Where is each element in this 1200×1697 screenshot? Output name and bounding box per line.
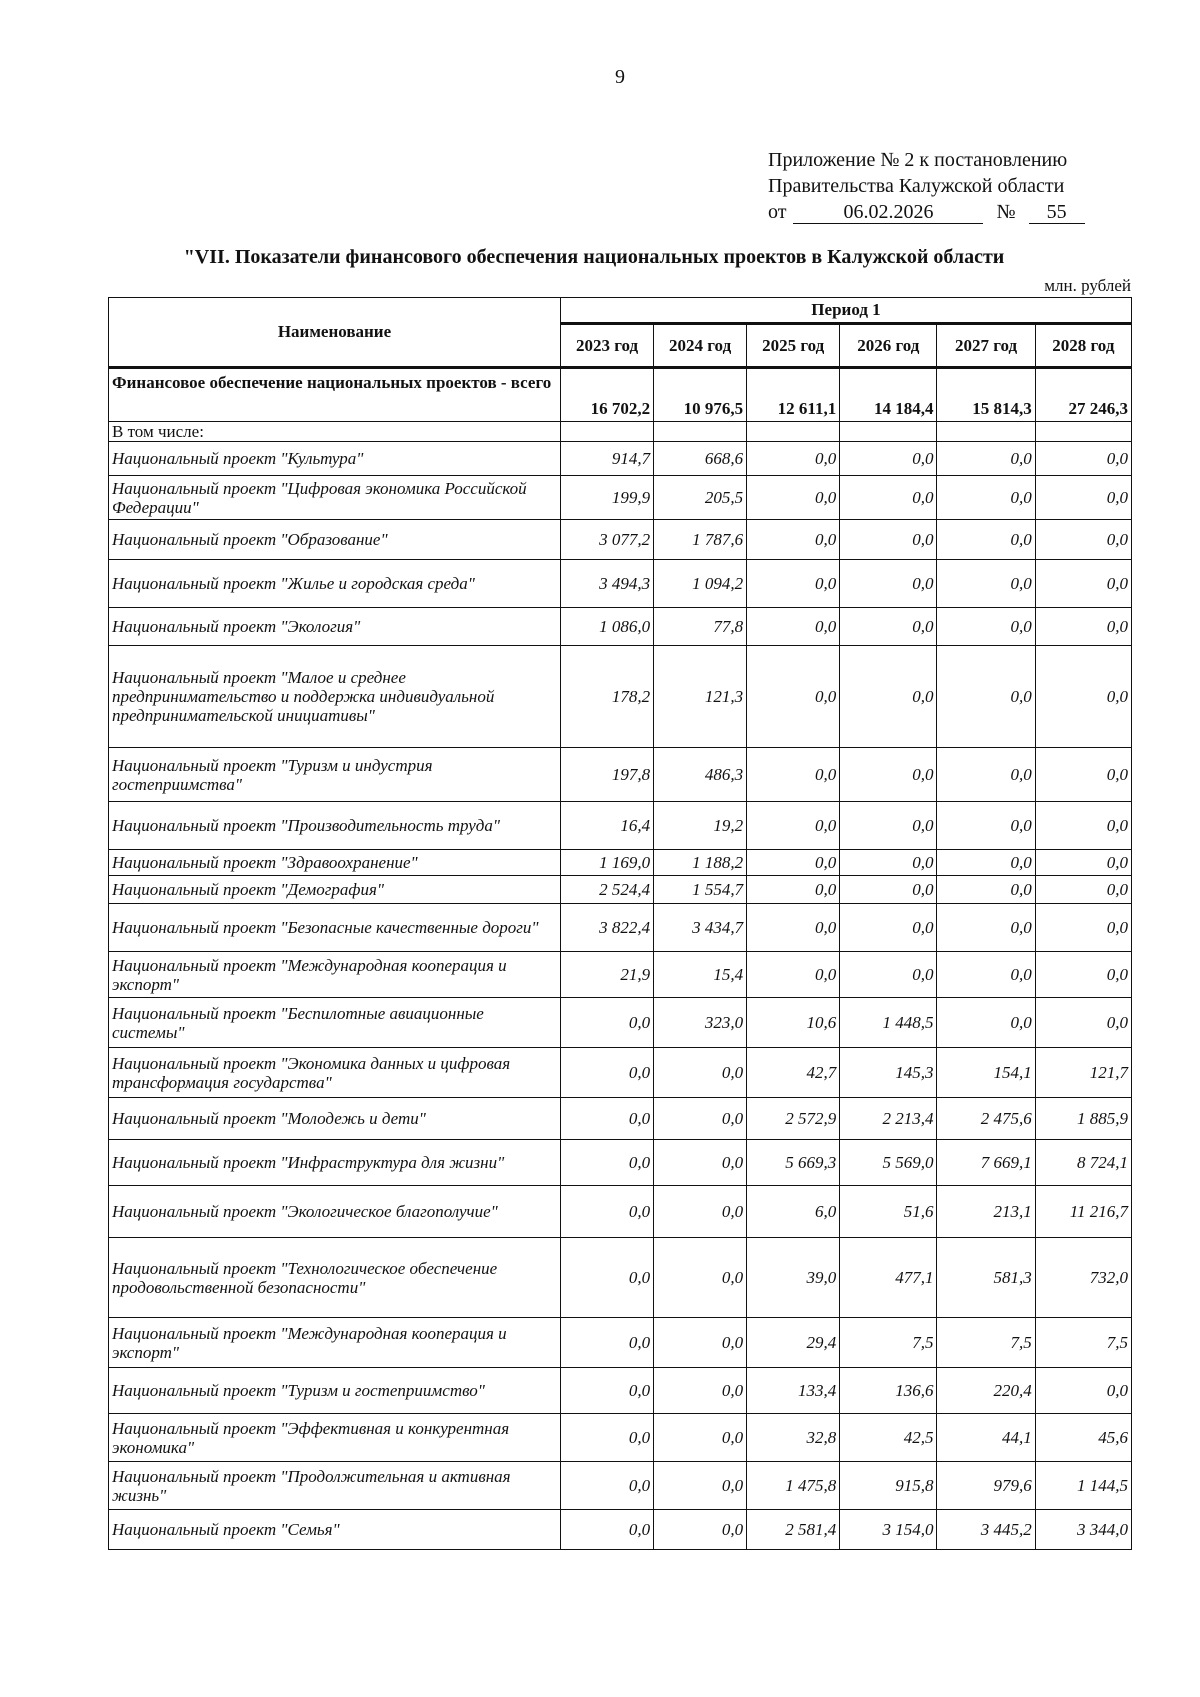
project-value: 0,0 [747, 876, 840, 904]
project-name: Национальный проект "Жилье и городская среда" [109, 560, 561, 608]
project-value: 0,0 [747, 748, 840, 802]
project-value: 0,0 [654, 1510, 747, 1550]
project-value: 199,9 [560, 476, 653, 520]
project-value: 0,0 [747, 476, 840, 520]
project-value: 178,2 [560, 646, 653, 748]
project-value: 0,0 [937, 646, 1035, 748]
project-value: 0,0 [747, 608, 840, 646]
project-value: 0,0 [937, 802, 1035, 850]
resolution-number: 55 [1029, 201, 1085, 224]
project-value: 42,5 [840, 1414, 937, 1462]
project-value: 0,0 [840, 904, 937, 952]
project-value: 0,0 [1035, 608, 1131, 646]
project-value: 0,0 [937, 442, 1035, 476]
project-name: Национальный проект "Продолжительная и активная жизнь" [109, 1462, 561, 1510]
project-name: Национальный проект "Технологическое обеспечение продовольственной безопасности" [109, 1238, 561, 1318]
project-value: 19,2 [654, 802, 747, 850]
total-value: 15 814,3 [937, 368, 1035, 422]
project-row [109, 876, 1132, 904]
project-row [109, 608, 1132, 646]
project-value: 133,4 [747, 1368, 840, 1414]
project-name: Национальный проект "Цифровая экономика Российской Федерации" [109, 476, 561, 520]
project-value: 0,0 [937, 876, 1035, 904]
project-value: 0,0 [654, 1140, 747, 1186]
project-value: 0,0 [840, 876, 937, 904]
project-value: 0,0 [1035, 850, 1131, 876]
project-value: 0,0 [937, 560, 1035, 608]
project-value: 0,0 [840, 646, 937, 748]
project-value: 0,0 [654, 1186, 747, 1238]
project-value: 323,0 [654, 998, 747, 1048]
project-value: 0,0 [840, 560, 937, 608]
empty-cell [1035, 422, 1131, 442]
project-name: Национальный проект "Беспилотные авиационные системы" [109, 998, 561, 1048]
total-value: 16 702,2 [560, 368, 653, 422]
project-value: 16,4 [560, 802, 653, 850]
year-header: 2025 год [747, 324, 840, 368]
resolution-date: 06.02.2026 [793, 201, 983, 224]
year-header: 2024 год [654, 324, 747, 368]
project-value: 0,0 [654, 1238, 747, 1318]
project-value: 581,3 [937, 1238, 1035, 1318]
project-value: 0,0 [560, 1140, 653, 1186]
project-value: 0,0 [840, 952, 937, 998]
project-row [109, 850, 1132, 876]
project-value: 0,0 [747, 904, 840, 952]
project-value: 0,0 [1035, 1368, 1131, 1414]
project-value: 0,0 [747, 520, 840, 560]
project-name: Национальный проект "Здравоохранение" [109, 850, 561, 876]
project-value: 0,0 [654, 1462, 747, 1510]
appendix-date-line [768, 199, 1085, 225]
project-value: 0,0 [937, 904, 1035, 952]
total-value: 12 611,1 [747, 368, 840, 422]
project-name: Национальный проект "Туризм и индустрия гостеприимства" [109, 748, 561, 802]
financing-table [108, 297, 1132, 1550]
project-name: Национальный проект "Эффективная и конкурентная экономика" [109, 1414, 561, 1462]
appendix-line-1: Приложение № 2 к постановлению [768, 149, 1068, 171]
project-value: 3 077,2 [560, 520, 653, 560]
project-name: Национальный проект "Международная кооперация и экспорт" [109, 1318, 561, 1368]
project-value: 0,0 [747, 442, 840, 476]
project-value: 51,6 [840, 1186, 937, 1238]
project-value: 0,0 [747, 802, 840, 850]
project-value: 0,0 [1035, 476, 1131, 520]
project-value: 0,0 [560, 1048, 653, 1098]
project-value: 7,5 [840, 1318, 937, 1368]
project-row [109, 904, 1132, 952]
project-value: 0,0 [560, 1318, 653, 1368]
empty-cell [747, 422, 840, 442]
project-value: 1 448,5 [840, 998, 937, 1048]
project-value: 732,0 [1035, 1238, 1131, 1318]
project-value: 914,7 [560, 442, 653, 476]
project-value: 145,3 [840, 1048, 937, 1098]
project-value: 1 188,2 [654, 850, 747, 876]
year-header: 2023 год [560, 324, 653, 368]
project-value: 205,5 [654, 476, 747, 520]
project-value: 0,0 [937, 748, 1035, 802]
name-column-header: Наименование [109, 298, 561, 368]
project-value: 668,6 [654, 442, 747, 476]
project-row [109, 1368, 1132, 1414]
project-value: 1 144,5 [1035, 1462, 1131, 1510]
project-value: 0,0 [1035, 748, 1131, 802]
appendix-line-2: Правительства Калужской области [768, 175, 1065, 197]
project-name: Национальный проект "Туризм и гостеприимство" [109, 1368, 561, 1414]
project-value: 0,0 [937, 850, 1035, 876]
project-value: 0,0 [654, 1098, 747, 1140]
project-value: 3 822,4 [560, 904, 653, 952]
project-value: 0,0 [937, 608, 1035, 646]
project-row [109, 1318, 1132, 1368]
project-row [109, 1186, 1132, 1238]
project-value: 32,8 [747, 1414, 840, 1462]
project-value: 0,0 [840, 802, 937, 850]
project-value: 2 581,4 [747, 1510, 840, 1550]
project-value: 44,1 [937, 1414, 1035, 1462]
project-row [109, 1462, 1132, 1510]
year-header: 2027 год [937, 324, 1035, 368]
project-name: Национальный проект "Молодежь и дети" [109, 1098, 561, 1140]
total-value: 14 184,4 [840, 368, 937, 422]
project-name: Национальный проект "Экологическое благополучие" [109, 1186, 561, 1238]
project-value: 0,0 [560, 1238, 653, 1318]
project-value: 2 572,9 [747, 1098, 840, 1140]
project-value: 1 086,0 [560, 608, 653, 646]
project-value: 477,1 [840, 1238, 937, 1318]
project-value: 10,6 [747, 998, 840, 1048]
project-value: 915,8 [840, 1462, 937, 1510]
project-row [109, 442, 1132, 476]
project-value: 0,0 [937, 952, 1035, 998]
project-value: 42,7 [747, 1048, 840, 1098]
project-value: 486,3 [654, 748, 747, 802]
total-value: 10 976,5 [654, 368, 747, 422]
project-value: 136,6 [840, 1368, 937, 1414]
project-value: 0,0 [1035, 998, 1131, 1048]
project-value: 3 445,2 [937, 1510, 1035, 1550]
project-name: Национальный проект "Малое и среднее предпринимательство и поддержка индивидуальной предпринимательской инициативы" [109, 646, 561, 748]
project-value: 121,7 [1035, 1048, 1131, 1098]
project-value: 3 494,3 [560, 560, 653, 608]
project-value: 0,0 [937, 520, 1035, 560]
page-number: 9 [615, 66, 625, 88]
project-row [109, 952, 1132, 998]
project-value: 15,4 [654, 952, 747, 998]
project-value: 0,0 [560, 998, 653, 1048]
project-value: 0,0 [840, 748, 937, 802]
total-row [109, 368, 1132, 422]
project-value: 0,0 [747, 850, 840, 876]
project-row [109, 1140, 1132, 1186]
project-value: 6,0 [747, 1186, 840, 1238]
empty-cell [560, 422, 653, 442]
project-value: 7 669,1 [937, 1140, 1035, 1186]
project-value: 0,0 [840, 476, 937, 520]
project-name: Национальный проект "Экономика данных и цифровая трансформация государства" [109, 1048, 561, 1098]
empty-cell [937, 422, 1035, 442]
project-value: 979,6 [937, 1462, 1035, 1510]
project-value: 5 669,3 [747, 1140, 840, 1186]
project-value: 0,0 [560, 1098, 653, 1140]
project-value: 0,0 [840, 520, 937, 560]
project-name: Национальный проект "Культура" [109, 442, 561, 476]
project-value: 2 524,4 [560, 876, 653, 904]
project-value: 11 216,7 [1035, 1186, 1131, 1238]
project-value: 0,0 [560, 1414, 653, 1462]
project-value: 0,0 [654, 1368, 747, 1414]
project-value: 0,0 [1035, 442, 1131, 476]
including-label: В том числе: [109, 422, 561, 442]
project-value: 45,6 [1035, 1414, 1131, 1462]
project-name: Национальный проект "Экология" [109, 608, 561, 646]
project-value: 0,0 [1035, 876, 1131, 904]
project-name: Национальный проект "Инфраструктура для жизни" [109, 1140, 561, 1186]
project-value: 0,0 [560, 1510, 653, 1550]
project-value: 0,0 [654, 1414, 747, 1462]
units-label: млн. рублей [1044, 276, 1131, 295]
project-value: 0,0 [1035, 560, 1131, 608]
project-value: 2 213,4 [840, 1098, 937, 1140]
project-value: 0,0 [1035, 952, 1131, 998]
project-row [109, 1098, 1132, 1140]
total-value: 27 246,3 [1035, 368, 1131, 422]
number-prefix: № [996, 201, 1016, 223]
project-row [109, 476, 1132, 520]
project-value: 77,8 [654, 608, 747, 646]
project-value: 21,9 [560, 952, 653, 998]
project-value: 1 475,8 [747, 1462, 840, 1510]
project-value: 0,0 [747, 560, 840, 608]
project-value: 213,1 [937, 1186, 1035, 1238]
project-value: 1 787,6 [654, 520, 747, 560]
project-value: 0,0 [937, 998, 1035, 1048]
document-title: "VII. Показатели финансового обеспечения национальных проектов в Калужской области [183, 246, 1005, 268]
project-name: Национальный проект "Демография" [109, 876, 561, 904]
project-value: 0,0 [747, 646, 840, 748]
project-row [109, 520, 1132, 560]
total-label: Финансовое обеспечение национальных проектов - всего [109, 368, 561, 422]
project-name: Национальный проект "Производительность труда" [109, 802, 561, 850]
project-value: 3 154,0 [840, 1510, 937, 1550]
date-prefix: от [768, 201, 787, 223]
project-row [109, 560, 1132, 608]
project-value: 0,0 [840, 608, 937, 646]
project-value: 0,0 [937, 476, 1035, 520]
project-row [109, 998, 1132, 1048]
empty-cell [654, 422, 747, 442]
project-value: 7,5 [1035, 1318, 1131, 1368]
project-value: 3 344,0 [1035, 1510, 1131, 1550]
project-value: 29,4 [747, 1318, 840, 1368]
project-row [109, 748, 1132, 802]
project-name: Национальный проект "Образование" [109, 520, 561, 560]
project-row [109, 802, 1132, 850]
year-header: 2026 год [840, 324, 937, 368]
project-value: 1 885,9 [1035, 1098, 1131, 1140]
project-value: 2 475,6 [937, 1098, 1035, 1140]
project-name: Национальный проект "Международная кооперация и экспорт" [109, 952, 561, 998]
including-row [109, 422, 1132, 442]
project-row [109, 646, 1132, 748]
project-row [109, 1048, 1132, 1098]
project-value: 0,0 [1035, 802, 1131, 850]
empty-cell [840, 422, 937, 442]
project-value: 121,3 [654, 646, 747, 748]
project-value: 154,1 [937, 1048, 1035, 1098]
project-value: 220,4 [937, 1368, 1035, 1414]
project-value: 0,0 [560, 1368, 653, 1414]
project-row [109, 1510, 1132, 1550]
project-value: 5 569,0 [840, 1140, 937, 1186]
project-name: Национальный проект "Семья" [109, 1510, 561, 1550]
project-value: 8 724,1 [1035, 1140, 1131, 1186]
project-value: 7,5 [937, 1318, 1035, 1368]
project-value: 39,0 [747, 1238, 840, 1318]
project-value: 0,0 [747, 952, 840, 998]
project-name: Национальный проект "Безопасные качественные дороги" [109, 904, 561, 952]
project-value: 0,0 [1035, 904, 1131, 952]
project-value: 1 169,0 [560, 850, 653, 876]
project-value: 0,0 [1035, 646, 1131, 748]
year-header: 2028 год [1035, 324, 1131, 368]
project-value: 0,0 [1035, 520, 1131, 560]
project-value: 3 434,7 [654, 904, 747, 952]
project-value: 0,0 [654, 1048, 747, 1098]
project-value: 1 554,7 [654, 876, 747, 904]
project-row [109, 1414, 1132, 1462]
project-value: 1 094,2 [654, 560, 747, 608]
appendix-header [768, 147, 1085, 225]
project-value: 197,8 [560, 748, 653, 802]
project-value: 0,0 [840, 442, 937, 476]
project-row [109, 1238, 1132, 1318]
project-value: 0,0 [840, 850, 937, 876]
project-value: 0,0 [560, 1186, 653, 1238]
project-value: 0,0 [560, 1462, 653, 1510]
period-header: Период 1 [560, 298, 1131, 324]
project-value: 0,0 [654, 1318, 747, 1368]
